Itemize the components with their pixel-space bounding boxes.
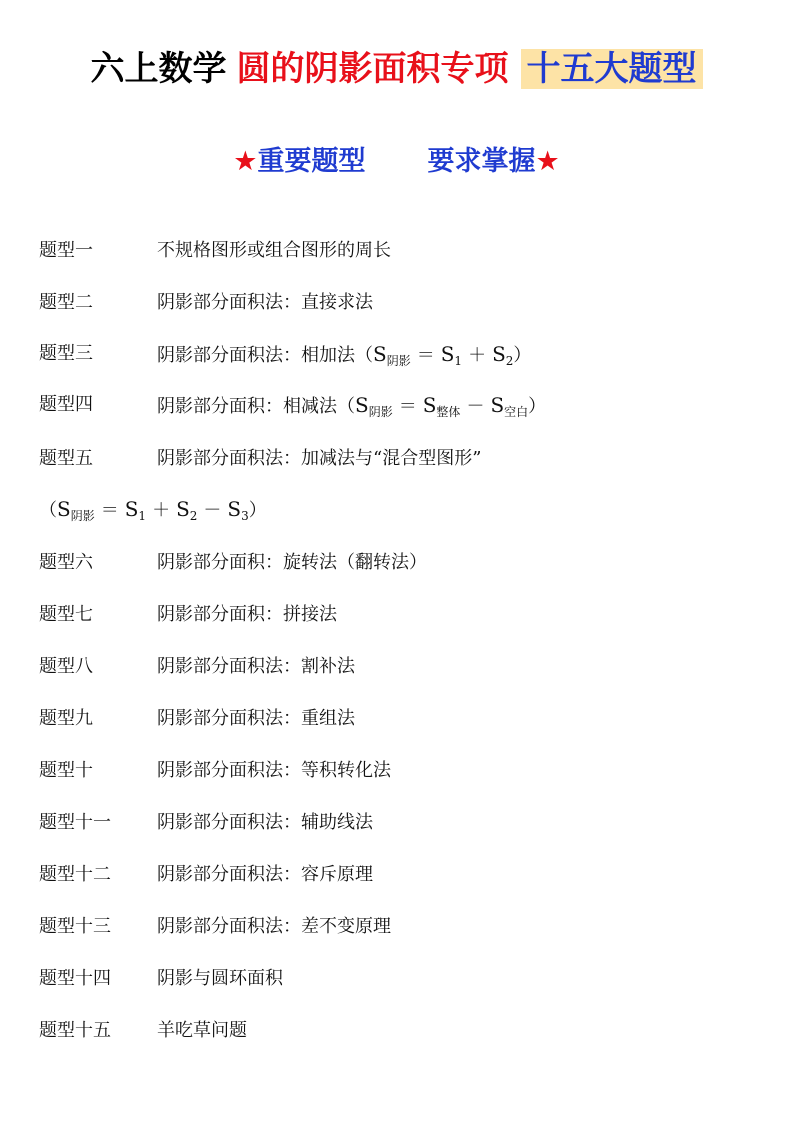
item-label: 题型一 [39, 240, 93, 261]
item-text: 阴影部分面积：拼接法 [157, 604, 337, 625]
item-label: 题型九 [39, 708, 93, 729]
formula-mixed: $(S_{阴影} = S_1 + S_2 - S_3)$ [39, 497, 267, 523]
formula-subtract: $(S_{阴影} = S_{整体} - S_{空白})$ [337, 393, 547, 419]
item-label: 题型十二 [39, 864, 111, 885]
item-text: 羊吃草问题 [157, 1020, 247, 1041]
item-text: 阴影部分面积法：直接求法 [157, 292, 373, 313]
item-text: 阴影部分面积法：辅助线法 [157, 812, 373, 833]
subtitle-right: 要求掌握 [427, 146, 536, 177]
item-label: 题型四 [39, 394, 93, 415]
item-label: 题型十 [39, 760, 93, 781]
item-label: 题型十四 [39, 968, 111, 989]
item-text: 阴影与圆环面积 [157, 968, 283, 989]
title-grade: 六上数学 [90, 49, 227, 89]
item-text: 阴影部分面积：相减法$(S_{阴影} = S_{整体} - S_{空白})$ [157, 393, 547, 419]
title-topic: 圆的阴影面积专项 [236, 49, 509, 89]
item-label: 题型六 [39, 552, 93, 573]
item-text: 阴影部分面积法：重组法 [157, 708, 355, 729]
item-label: 题型十三 [39, 916, 111, 937]
title-highlight: 十五大题型 [521, 49, 703, 89]
item-text: 不规格图形或组合图形的周长 [157, 240, 391, 261]
item-text: 阴影部分面积法：相加法$(S_{阴影} = S_1 + S_2)$ [157, 342, 532, 368]
subtitle-left: 重要题型 [257, 146, 366, 177]
item-label: 题型十五 [39, 1020, 111, 1041]
item-text: 阴影部分面积法：加减法与“混合型图形” [157, 448, 482, 469]
formula-add: $(S_{阴影} = S_1 + S_2)$ [355, 342, 532, 368]
star-icon: ★ [535, 146, 560, 177]
item-label: 题型七 [39, 604, 93, 625]
item-label: 题型三 [39, 343, 93, 364]
item-label: 题型二 [39, 292, 93, 313]
item-text: 阴影部分面积法：差不变原理 [157, 916, 391, 937]
item-text: 阴影部分面积法：容斥原理 [157, 864, 373, 885]
item-label: 题型八 [39, 656, 93, 677]
item-label: 题型十一 [39, 812, 111, 833]
item-label: 题型五 [39, 448, 93, 469]
item-text: 阴影部分面积：旋转法（翻转法） [157, 552, 427, 573]
item-text: 阴影部分面积法：割补法 [157, 656, 355, 677]
page-subtitle [0, 140, 793, 184]
star-icon: ★ [233, 146, 258, 177]
page-title [0, 44, 793, 94]
item-text: 阴影部分面积法：等积转化法 [157, 760, 391, 781]
